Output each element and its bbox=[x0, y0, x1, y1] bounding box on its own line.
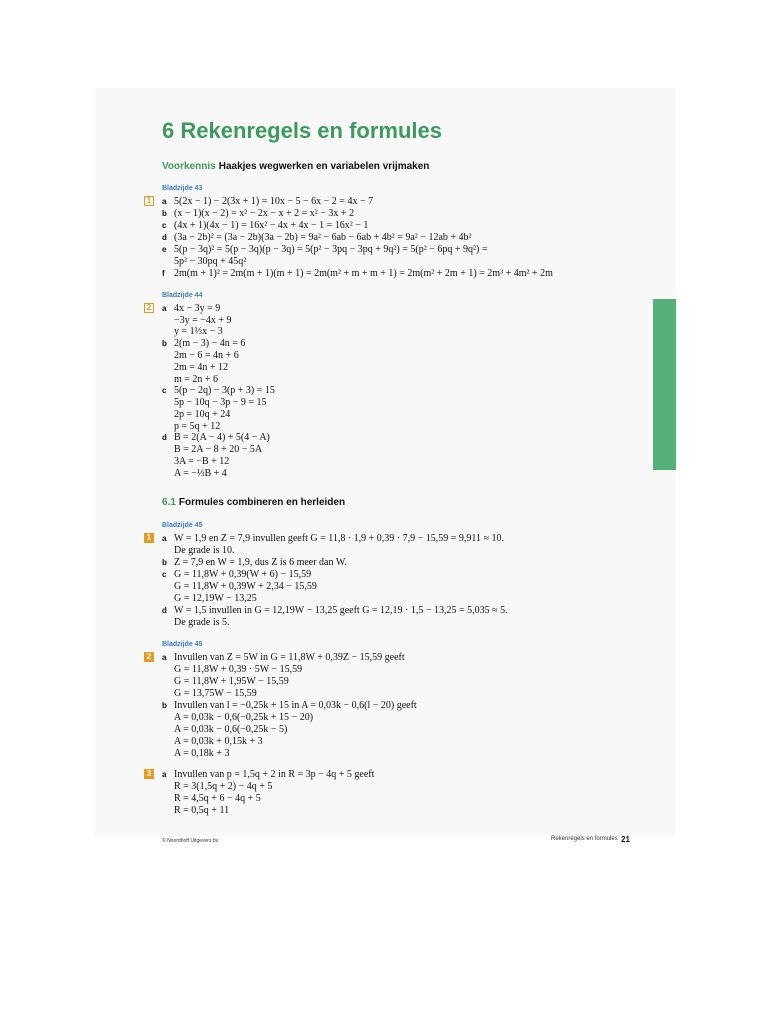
exercise-number: 1 bbox=[144, 196, 154, 206]
section-heading-6-1 bbox=[162, 497, 345, 508]
page-reference: Bladzijde 45 bbox=[162, 641, 203, 648]
section-title: Haakjes wegwerken en variabelen vrijmaken bbox=[218, 161, 430, 172]
part-letter: a bbox=[162, 197, 167, 206]
exercise-number: 1 bbox=[144, 533, 154, 543]
solution-line: −3y = −4x + 9 bbox=[174, 315, 232, 326]
solution-line: A = 0,18k + 3 bbox=[174, 748, 230, 759]
solution-line: G = 11,8W + 1,95W − 15,59 bbox=[174, 676, 289, 687]
solution-line: 2(m − 3) − 4n = 6 bbox=[174, 338, 246, 349]
solution-line: 2m = 4n + 12 bbox=[174, 362, 229, 373]
section-number: Voorkennis bbox=[162, 161, 216, 172]
section-number: 6.1 bbox=[162, 497, 176, 508]
part-letter: a bbox=[162, 653, 167, 662]
chapter-side-tab bbox=[653, 299, 676, 470]
solution-line: W = 1,5 invullen in G = 12,19W − 13,25 geeft G = 12,19 · 1,5 − 13,25 = 5,035 ≈ 5. bbox=[174, 605, 508, 616]
solution-line: R = 0,5q + 11 bbox=[174, 805, 230, 816]
solution-line: 5p − 10q − 3p − 9 = 15 bbox=[174, 397, 267, 408]
footer-chapter-title: Rekenregels en formules bbox=[551, 836, 618, 842]
solution-line: G = 11,8W + 0,39 · 5W − 15,59 bbox=[174, 664, 303, 675]
solution-line: A = 0,03k + 0,15k + 3 bbox=[174, 736, 263, 747]
copyright-notice: © Noordhoff Uitgevers bv bbox=[162, 838, 219, 844]
part-letter: a bbox=[162, 534, 167, 543]
part-letter: b bbox=[162, 701, 167, 710]
chapter-title: 6 Rekenregels en formules bbox=[162, 118, 443, 143]
exercise-number: 3 bbox=[144, 769, 154, 779]
solution-line: 5(p − 3q)² = 5(p − 3q)(p − 3q) = 5(p² − 3pq − 3pq + 9q²) = 5(p² − 6pq + 9q²) = bbox=[174, 244, 488, 255]
solution-line: B = 2A − 8 + 20 − 5A bbox=[174, 444, 263, 455]
solution-line: De grade is 10. bbox=[174, 545, 235, 556]
part-letter: d bbox=[162, 233, 167, 242]
part-letter: a bbox=[162, 770, 167, 779]
solution-line: (4x + 1)(4x − 1) = 16x² − 4x + 4x − 1 = 16x² − 1 bbox=[174, 220, 369, 231]
solution-line: 3A = −B + 12 bbox=[174, 456, 230, 467]
solution-line: 4x − 3y = 9 bbox=[174, 303, 221, 314]
solution-line: 2m(m + 1)² = 2m(m + 1)(m + 1) = 2m(m² + m + m + 1) = 2m(m² + 2m + 1) = 2m³ + 4m² + 2m bbox=[174, 268, 553, 279]
part-letter: f bbox=[162, 269, 165, 278]
section-heading-voorkennis bbox=[162, 161, 429, 172]
solution-line: A = 0,03k − 0,6(−0,25k − 5) bbox=[174, 724, 288, 735]
solution-line: W = 1,9 en Z = 7,9 invullen geeft G = 11,8 · 1,9 + 0,39 · 7,9 − 15,59 = 9,911 ≈ 10. bbox=[174, 533, 505, 544]
page-number: 21 bbox=[621, 835, 630, 844]
solution-line: y = 1⅓x − 3 bbox=[174, 326, 223, 337]
solution-line: 5p² − 30pq + 45q² bbox=[174, 256, 247, 267]
solution-line: 2m − 6 = 4n + 6 bbox=[174, 350, 239, 361]
part-letter: d bbox=[162, 606, 167, 615]
page-reference: Bladzijde 43 bbox=[162, 185, 203, 192]
solution-line: G = 11,8W + 0,39W + 2,34 − 15,59 bbox=[174, 581, 317, 592]
solution-line: Z = 7,9 en W = 1,9, dus Z is 6 meer dan W. bbox=[174, 557, 347, 568]
part-letter: b bbox=[162, 209, 167, 218]
solution-line: G = 12,19W − 13,25 bbox=[174, 593, 257, 604]
part-letter: e bbox=[162, 245, 167, 254]
solution-line: G = 11,8W + 0,39(W + 6) − 15,59 bbox=[174, 569, 312, 580]
solution-line: 2p = 10q + 24 bbox=[174, 409, 231, 420]
solution-line: Invullen van p = 1,5q + 2 in R = 3p − 4q + 5 geeft bbox=[174, 769, 375, 780]
solution-line: p = 5q + 12 bbox=[174, 421, 221, 432]
solution-line: B = 2(A − 4) + 5(4 − A) bbox=[174, 432, 270, 443]
solution-line: 5(2x − 1) − 2(3x + 1) = 10x − 5 − 6x − 2 = 4x − 7 bbox=[174, 196, 374, 207]
page-reference: Bladzijde 45 bbox=[162, 522, 203, 529]
solution-line: (3a − 2b)² = (3a − 2b)(3a − 2b) = 9a² − 6ab − 6ab + 4b² = 9a² − 12ab + 4b² bbox=[174, 232, 472, 243]
page-reference: Bladzijde 44 bbox=[162, 292, 203, 299]
solution-line: 5(p − 2q) − 3(p + 3) = 15 bbox=[174, 385, 275, 396]
solution-line: A = −⅓B + 4 bbox=[174, 468, 227, 479]
part-letter: d bbox=[162, 433, 167, 442]
section-title: Formules combineren en herleiden bbox=[178, 497, 346, 508]
solution-line: R = 4,5q + 6 − 4q + 5 bbox=[174, 793, 261, 804]
solution-line: (x − 1)(x − 2) = x² − 2x − x + 2 = x² − 3x + 2 bbox=[174, 208, 355, 219]
part-letter: b bbox=[162, 558, 167, 567]
solution-line: R = 3(1,5q + 2) − 4q + 5 bbox=[174, 781, 273, 792]
part-letter: c bbox=[162, 570, 167, 579]
solution-line: A = 0,03k − 0,6(−0,25k + 15 − 20) bbox=[174, 712, 314, 723]
solution-line: m = 2n + 6 bbox=[174, 374, 219, 385]
solution-line: Invullen van Z = 5W in G = 11,8W + 0,39Z − 15,59 geeft bbox=[174, 652, 405, 663]
part-letter: c bbox=[162, 386, 167, 395]
solution-line: G = 13,75W − 15,59 bbox=[174, 688, 257, 699]
solution-line: De grade is 5. bbox=[174, 617, 230, 628]
solution-line: Invullen van l = −0,25k + 15 in A = 0,03k − 0,6(l − 20) geeft bbox=[174, 700, 417, 711]
part-letter: b bbox=[162, 339, 167, 348]
exercise-number: 2 bbox=[144, 303, 154, 313]
exercise-number: 2 bbox=[144, 652, 154, 662]
part-letter: c bbox=[162, 221, 167, 230]
part-letter: a bbox=[162, 304, 167, 313]
